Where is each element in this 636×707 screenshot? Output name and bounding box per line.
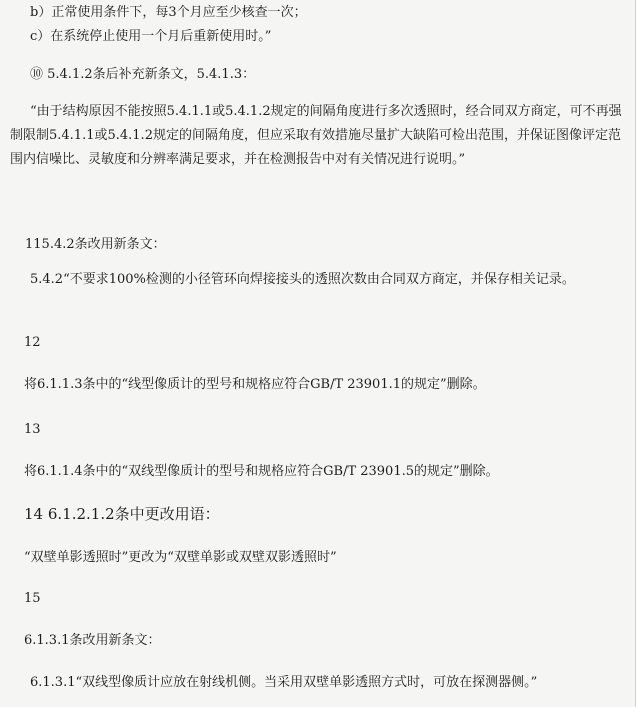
item-13-number: 13: [24, 422, 41, 437]
item-15-heading: 6.1.3.1条改用新条文：: [24, 633, 161, 648]
item-10-heading: ⑩ 5.4.1.2条后补充新条文，5.4.1.3：: [30, 67, 256, 82]
item-10-paragraph: “由于结构原因不能按照5.4.1.1或5.4.1.2规定的间隔角度进行多次透照时，经合同双方商定，可不再强制限制5.4.1.1或5.4.1.2规定的间隔角度，但应采取有效措施尽量扩大缺陷可检出范围，并保证图像评定范围内信噪比、灵敏度和分辨率满足要求，并在检测报告中对有关情况进行说明。”: [10, 104, 622, 167]
item-14-text: “双壁单影透照时”更改为“双壁单影或双壁双影透照时”: [24, 550, 337, 565]
item-15-number: 15: [24, 591, 41, 606]
item-15-text: 6.1.3.1“双线型像质计应放在射线机侧。当采用双壁单影透照方式时，可放在探测器侧。”: [30, 675, 538, 690]
item-11-paragraph: 5.4.2“不要求100%检测的小径管环向焊接接头的透照次数由合同双方商定，并保存相关记录。: [30, 272, 575, 287]
item-14-heading: 14 6.1.2.1.2条中更改用语：: [24, 505, 220, 523]
item-11-heading: 115.4.2条改用新条文：: [25, 237, 166, 252]
clause-c-text: c）在系统停止使用一个月后重新使用时。”: [30, 29, 272, 44]
clause-b-text: b）正常使用条件下，每3个月应至少核查一次；: [30, 5, 307, 20]
item-12-text: 将6.1.1.3条中的“线型像质计的型号和规格应符合GB/T 23901.1的规定”删除。: [24, 377, 486, 392]
item-13-text: 将6.1.1.4条中的“双线型像质计的型号和规格应符合GB/T 23901.5的规定”删除。: [24, 464, 499, 479]
item-12-number: 12: [24, 335, 41, 350]
